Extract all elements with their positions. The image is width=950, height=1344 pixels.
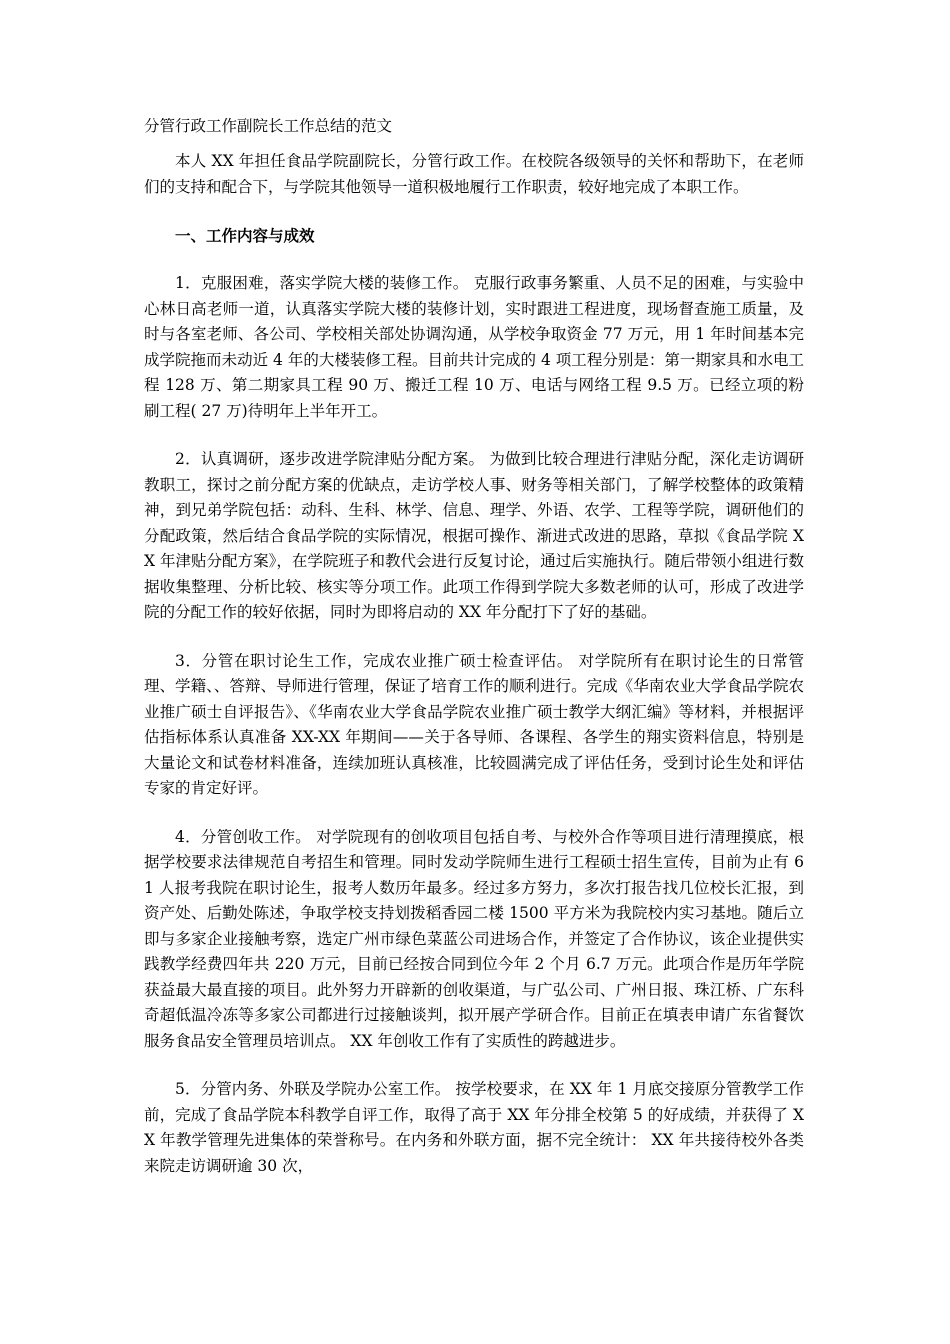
document-title: 分管行政工作副院长工作总结的范文 bbox=[144, 117, 393, 135]
item-paragraph-3: 3．分管在职讨论生工作，完成农业推广硕士检查评估。 对学院所有在职讨论生的日常管理、学籍、、答辩、导师进行管理，保证了培育工作的顺利进行。完成《华南农业大学食品学院农业推广硕士自评报告》、《华南农业大学食品学院农业推广硕士教学大纲汇编》等材料，并根据评估指标体系认真准备 XX-XX 年期间——关于各导师、各课程、各学生的翔实资料信息，特别是大量论文和试卷材料准备，连续加班认真核准，比较圆满完成了评估任务，受到讨论生处和评估专家的肯定好评。 bbox=[144, 651, 804, 797]
item-paragraph-5: 5．分管内务、外联及学院办公室工作。 按学校要求，在 XX 年 1 月底交接原分管教学工作前，完成了食品学院本科教学自评工作，取得了高于 XX 年分排全校第 5 的好成绩，并获得了 XX 年教学管理先进集体的荣誉称号。在内务和外联方面，据不完全统计： XX 年共接待校外各类来院走访调研逾 30 次， bbox=[144, 1080, 804, 1175]
item-paragraph-4: 4．分管创收工作。 对学院现有的创收项目包括自考、与校外合作等项目进行清理摸底，根据学校要求法律规范自考招生和管理。同时发动学院师生进行工程硕士招生宣传，目前为止有 61 人报考我院在职讨论生，报考人数历年最多。经过多方努力，多次打报告找几位校长汇报，到资产处、后勤处陈述，争取学校支持划拨稻香园二楼 1500 平方米为我院校内实习基地。随后立即与多家企业接触考察，选定广州市绿色菜蓝公司进场合作，并签定了合作协议，该企业提供实践教学经费四年共 220 万元，目前已经按合同到位今年 2 个月 6.7 万元。此项合作是历年学院获益最大最直接的项目。此外努力开辟新的创收渠道，与广弘公司、广州日报、珠江桥、广东科奇超低温冷冻等多家公司都进行过接触谈判，拟开展产学研合作。目前正在填表申请广东省餐饮服务食品安全管理员培训点。 XX 年创收工作有了实质性的跨越进步。 bbox=[144, 827, 804, 1050]
section-heading: 一、工作内容与成效 bbox=[175, 227, 315, 245]
item-paragraph-2: 2．认真调研，逐步改进学院津贴分配方案。 为做到比较合理进行津贴分配，深化走访调研教职工，探讨之前分配方案的优缺点，走访学校人事、财务等相关部门，了解学校整体的政策精神，到兄弟学院包括：动科、生科、林学、信息、理学、外语、农学、工程等学院，调研他们的分配政策，然后结合食品学院的实际情况，根据可操作、渐进式改进的思路，草拟《食品学院 XX 年津贴分配方案》，在学院班子和教代会进行反复讨论，通过后实施执行。随后带领小组进行数据收集整理、分析比较、核实等分项工作。此项工作得到学院大多数老师的认可，形成了改进学院的分配工作的较好依据，同时为即将启动的 XX 年分配打下了好的基础。 bbox=[144, 450, 804, 621]
document-page bbox=[144, 113, 804, 1179]
item-paragraph-1: 1．克服困难，落实学院大楼的装修工作。 克服行政事务繁重、人员不足的困难，与实验中心林日高老师一道，认真落实学院大楼的装修计划，实时跟进工程进度，现场督查施工质量，及时与各室老师、各公司、学校相关部处协调沟通，从学校争取资金 77 万元，用 1 年时间基本完成学院拖而未动近 4 年的大楼装修工程。目前共计完成的 4 项工程分别是：第一期家具和水电工程 128 万、第二期家具工程 90 万、搬迁工程 10 万、电话与网络工程 9.5 万。已经立项的粉刷工程( 27 万)待明年上半年开工。 bbox=[144, 274, 804, 420]
intro-paragraph: 本人 XX 年担任食品学院副院长，分管行政工作。在校院各级领导的关怀和帮助下，在老师们的支持和配合下，与学院其他领导一道积极地履行工作职责，较好地完成了本职工作。 bbox=[144, 152, 804, 196]
